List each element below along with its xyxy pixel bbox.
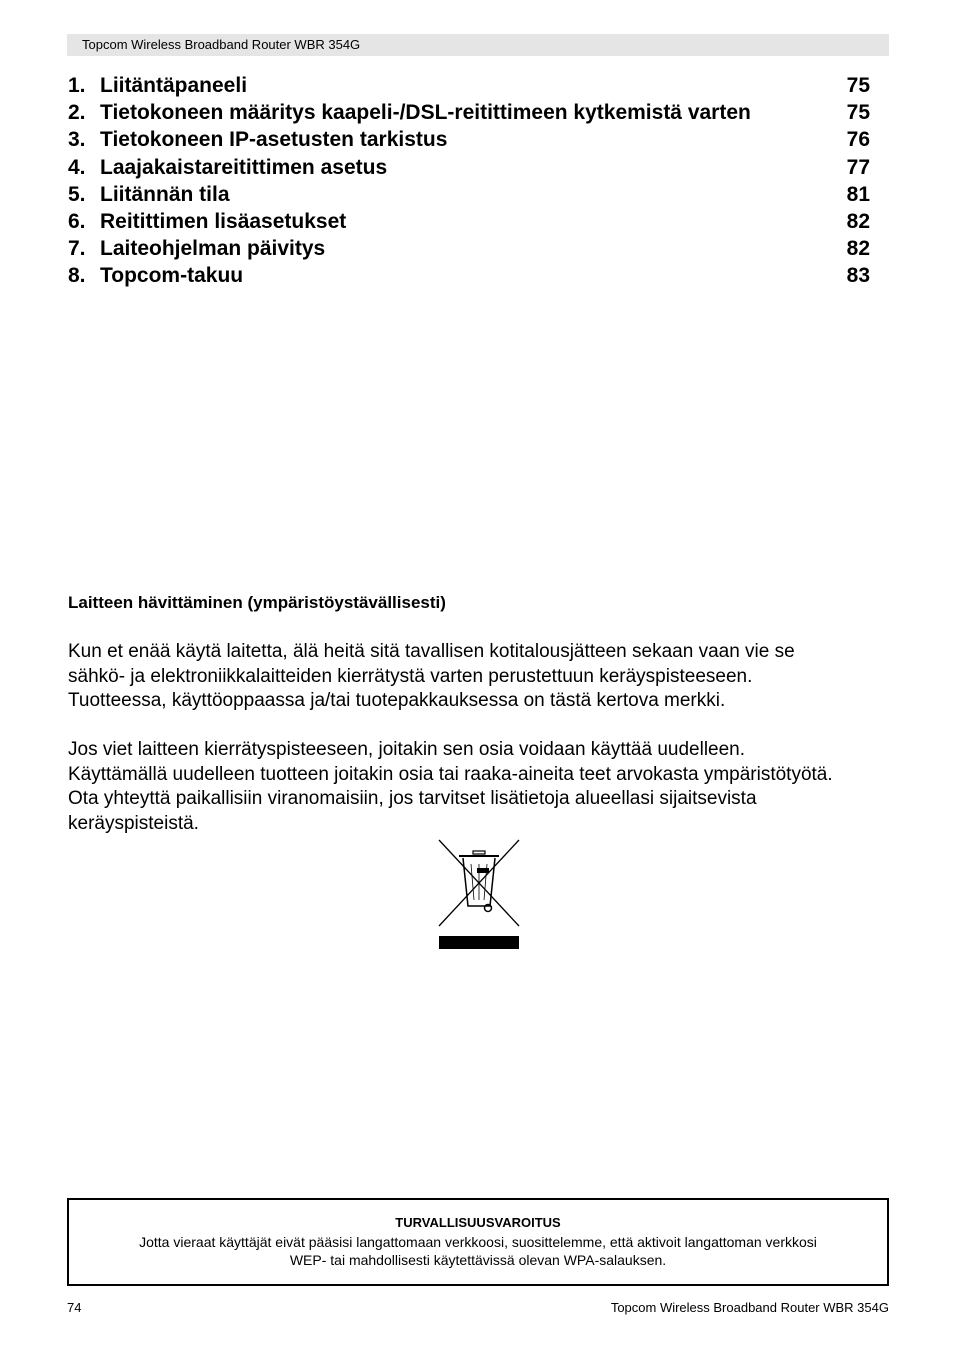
toc-number: 3.: [68, 128, 86, 152]
toc-number: 1.: [68, 74, 86, 97]
toc-entry[interactable]: [68, 235, 870, 262]
toc-number: 4.: [68, 155, 86, 179]
toc-title: Liitäntäpaneeli: [100, 74, 248, 97]
text-line: Tuotteessa, käyttöoppaassa ja/tai tuotepakkauksessa on tästä kertova merkki.: [68, 690, 726, 712]
toc-number: 6.: [68, 209, 86, 233]
header-title: Topcom Wireless Broadband Router WBR 354G: [82, 37, 361, 52]
text-line: Ota yhteyttä paikallisiin viranomaisiin, jos tarvitset lisätietoja alueellasi sijaitsevista: [68, 788, 757, 810]
disposal-heading: Laitteen hävittäminen (ympäristöystävällisesti): [68, 593, 446, 612]
toc-number: 8.: [68, 264, 86, 288]
toc-page: 76: [846, 128, 870, 152]
text-line: Kun et enää käytä laitetta, älä heitä sitä tavallisen kotitalousjätteen sekaan vaan vie se: [68, 641, 795, 662]
text-line: Jotta vieraat käyttäjät eivät pääsisi langattomaan verkkoosi, suosittelemme, että aktivoit langattoman verkkosi: [139, 1234, 817, 1250]
weee-crossed-bin-icon: [437, 838, 521, 952]
toc-title: Reitittimen lisäasetukset: [100, 209, 347, 233]
toc-entry[interactable]: [68, 126, 870, 153]
toc-page: 82: [846, 209, 870, 233]
text-line: keräyspisteistä.: [68, 813, 199, 835]
disposal-paragraph-2: [68, 738, 898, 837]
page-header: [67, 34, 889, 56]
toc-page: 75: [846, 101, 870, 125]
toc-entry[interactable]: [68, 181, 870, 208]
text-line: Käyttämällä uudelleen tuotteen joitakin osia tai raaka-aineita teet arvokasta ympäristötyötä.: [68, 763, 833, 785]
toc-entry[interactable]: [68, 208, 870, 235]
table-of-contents: [68, 72, 870, 290]
security-notice-box: [67, 1198, 889, 1286]
toc-number: 2.: [68, 101, 86, 125]
disposal-paragraph-1: [68, 640, 898, 714]
toc-entry[interactable]: [68, 262, 870, 289]
toc-page: 83: [846, 264, 870, 288]
toc-number: 7.: [68, 237, 86, 261]
toc-entry[interactable]: [68, 154, 870, 181]
toc-title: Liitännän tila: [100, 182, 230, 206]
toc-title: Tietokoneen IP-asetusten tarkistus: [100, 128, 448, 152]
toc-entry[interactable]: [68, 99, 870, 126]
toc-title: Topcom-takuu: [100, 264, 244, 288]
toc-title: Laiteohjelman päivitys: [100, 237, 326, 261]
toc-page: 81: [846, 182, 870, 206]
footer-page-number: 74: [67, 1300, 82, 1315]
toc-entry[interactable]: [68, 72, 870, 99]
toc-title: Laajakaistareitittimen asetus: [100, 155, 388, 179]
footer-title: Topcom Wireless Broadband Router WBR 354G: [610, 1300, 889, 1315]
toc-page: 77: [846, 155, 870, 179]
text-line: Jos viet laitteen kierrätyspisteeseen, joitakin sen osia voidaan käyttää uudelleen.: [68, 739, 746, 760]
text-line: sähkö- ja elektroniikkalaitteiden kierrätystä varten perustettuun keräyspisteeseen.: [68, 665, 753, 687]
toc-title: Tietokoneen määritys kaapeli-/DSL-reitittimeen kytkemistä varten: [100, 101, 751, 125]
notice-body: [69, 1233, 887, 1269]
toc-page: 75: [846, 74, 870, 97]
toc-number: 5.: [68, 182, 86, 206]
toc-page: 82: [846, 237, 870, 261]
notice-title: TURVALLISUUSVAROITUS: [395, 1215, 561, 1230]
text-line: WEP- tai mahdollisesti käytettävissä olevan WPA-salauksen.: [289, 1252, 667, 1268]
